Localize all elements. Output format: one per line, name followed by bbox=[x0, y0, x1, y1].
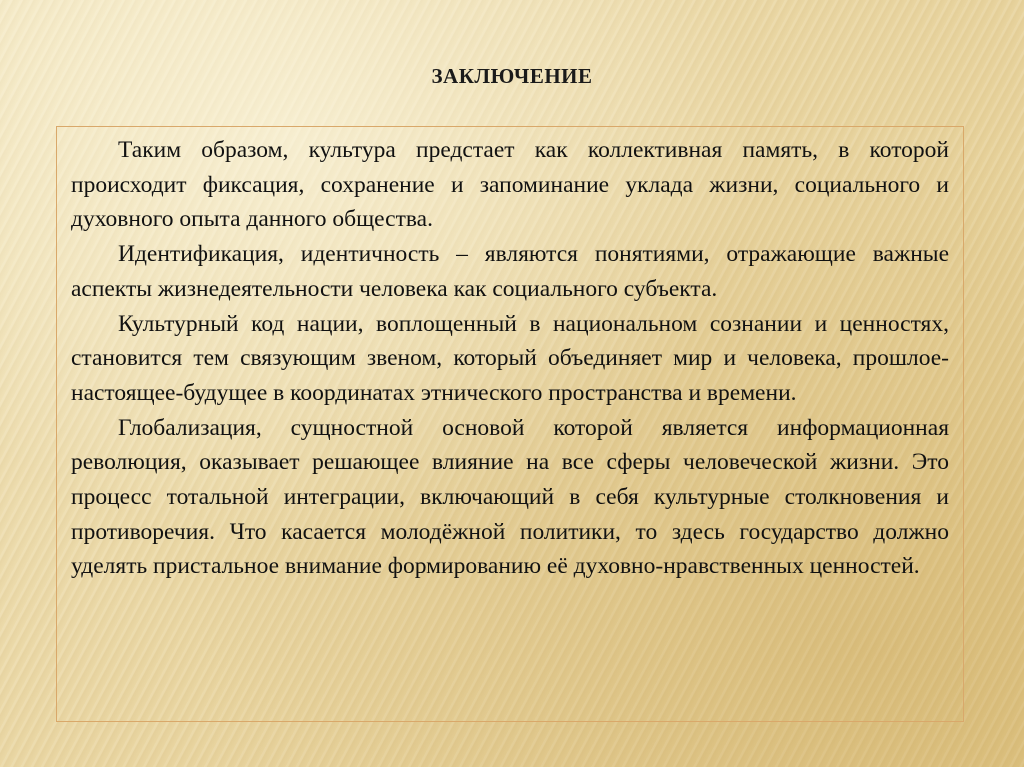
text-body bbox=[71, 133, 949, 584]
paragraph-culture-memory: Таким образом, культура предстает как коллективная память, в которой происходит фиксация, сохранение и запоминание уклада жизни, социального и духовного опыта данного общества. bbox=[71, 137, 949, 233]
paragraph-identity: Идентификация, идентичность – являются понятиями, отражающие важные аспекты жизнедеятельности человека как социального субъекта. bbox=[71, 241, 949, 302]
paragraph-globalization: Глобализация, сущностной основой которой является информационная революция, оказывает решающее влияние на все сферы человеческой жизни. Это процесс тотальной интеграции, включающий в себя культурные столкновения и противоречия. Что касается молодёжной политики, то здесь государство должно уделять пристальное внимание формированию её духовно-нравственных ценностей. bbox=[71, 414, 949, 580]
text-frame bbox=[56, 126, 964, 722]
slide-title: ЗАКЛЮЧЕНИЕ bbox=[431, 64, 593, 88]
paragraph-cultural-code: Культурный код нации, воплощенный в национальном сознании и ценностях, становится тем связующим звеном, который объединяет мир и человека, прошлое-настоящее-будущее в координатах этнического пространства и времени. bbox=[71, 310, 949, 406]
